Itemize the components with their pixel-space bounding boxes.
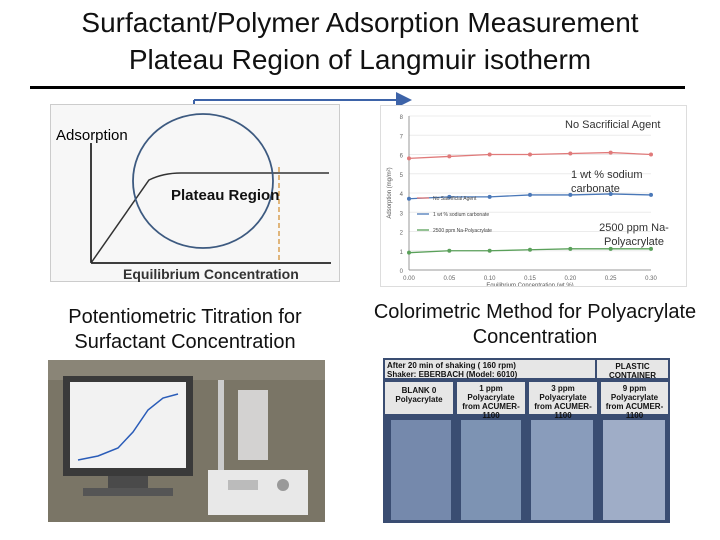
y-tick-label: 8 xyxy=(399,115,403,121)
photo-label-1ppm: 1 ppm Polyacrylate from ACUMER-1100 xyxy=(462,384,520,420)
isotherm-y-label: Adsorption xyxy=(56,127,128,144)
y-tick-label: 1 xyxy=(399,249,403,256)
plateau-region-label: Plateau Region xyxy=(171,187,280,204)
adsorption-chart xyxy=(380,105,687,287)
photo-header-shaker: Shaker: EBERBACH (Model: 6010) xyxy=(387,370,518,379)
y-tick-label: 5 xyxy=(399,172,403,179)
caption-colorimetric: Colorimetric Method for Polyacrylate Concentration xyxy=(373,301,697,348)
y-tick-label: 0 xyxy=(399,269,403,275)
data-point xyxy=(488,195,492,199)
y-tick-label: 4 xyxy=(399,192,403,198)
chart-plot-area xyxy=(381,106,686,286)
chart-x-label: Equilibrium Concentration (wt %) xyxy=(486,283,574,286)
isotherm-x-label: Equilibrium Concentration xyxy=(123,266,299,282)
y-tick-label: 7 xyxy=(399,134,403,141)
colorimetric-photo xyxy=(383,358,670,523)
caption-potentiometric: Potentiometric Titration for Surfactant Concentration xyxy=(68,306,302,353)
annotation-polyacrylate: 2500 ppm Na-Polyacrylate xyxy=(599,222,669,248)
photo-label-9ppm: 9 ppm Polyacrylate from ACUMER-1100 xyxy=(605,384,664,420)
data-point xyxy=(407,251,411,255)
data-point xyxy=(649,153,653,157)
x-tick-label: 0.05 xyxy=(443,276,456,282)
titration-photo-graphic xyxy=(48,360,325,522)
data-point xyxy=(568,247,572,251)
slide-title-line2: Plateau Region of Langmuir isotherm xyxy=(128,44,592,75)
x-tick-label: 0.30 xyxy=(645,276,657,282)
data-point xyxy=(568,152,572,156)
colorimetric-photo-graphic xyxy=(383,358,670,523)
photo-header-shaking: After 20 min of shaking ( 160 rpm) xyxy=(387,361,516,370)
data-point xyxy=(488,153,492,157)
y-tick-label: 3 xyxy=(399,211,403,218)
y-tick-label: 6 xyxy=(399,153,403,160)
annotation-sodium-carbonate: 1 wt % sodium carbonate xyxy=(571,169,643,195)
x-tick-label: 0.00 xyxy=(403,276,415,282)
legend-entry: 1 wt % sodium carbonate xyxy=(433,212,490,218)
x-tick-label: 0.10 xyxy=(483,276,496,282)
annotation-no-sacrificial: No Sacrificial Agent xyxy=(565,119,661,131)
legend-entry: No Sacrificial Agent xyxy=(433,196,477,202)
slide-title-line1: Surfactant/Polymer Adsorption Measurement xyxy=(81,7,639,38)
chart-y-label: Adsorption (mg/m²) xyxy=(387,167,393,219)
data-point xyxy=(447,249,451,253)
x-tick-label: 0.25 xyxy=(604,276,617,282)
data-point xyxy=(609,151,613,155)
photo-label-container: PLASTIC CONTAINER xyxy=(609,362,656,380)
titration-photo xyxy=(48,360,325,522)
data-point xyxy=(488,249,492,253)
data-point xyxy=(528,153,532,157)
x-tick-label: 0.20 xyxy=(564,276,577,282)
data-point xyxy=(528,248,532,252)
y-tick-label: 2 xyxy=(399,230,403,237)
photo-label-blank: BLANK 0 Polyacrylate xyxy=(395,386,443,404)
data-point xyxy=(407,156,411,160)
x-tick-label: 0.15 xyxy=(524,276,536,282)
legend-entry: 2500 ppm Na-Polyacrylate xyxy=(433,228,492,234)
data-point xyxy=(407,197,411,201)
data-point xyxy=(447,154,451,158)
photo-label-3ppm: 3 ppm Polyacrylate from ACUMER-1100 xyxy=(534,384,592,420)
data-point xyxy=(528,193,532,197)
